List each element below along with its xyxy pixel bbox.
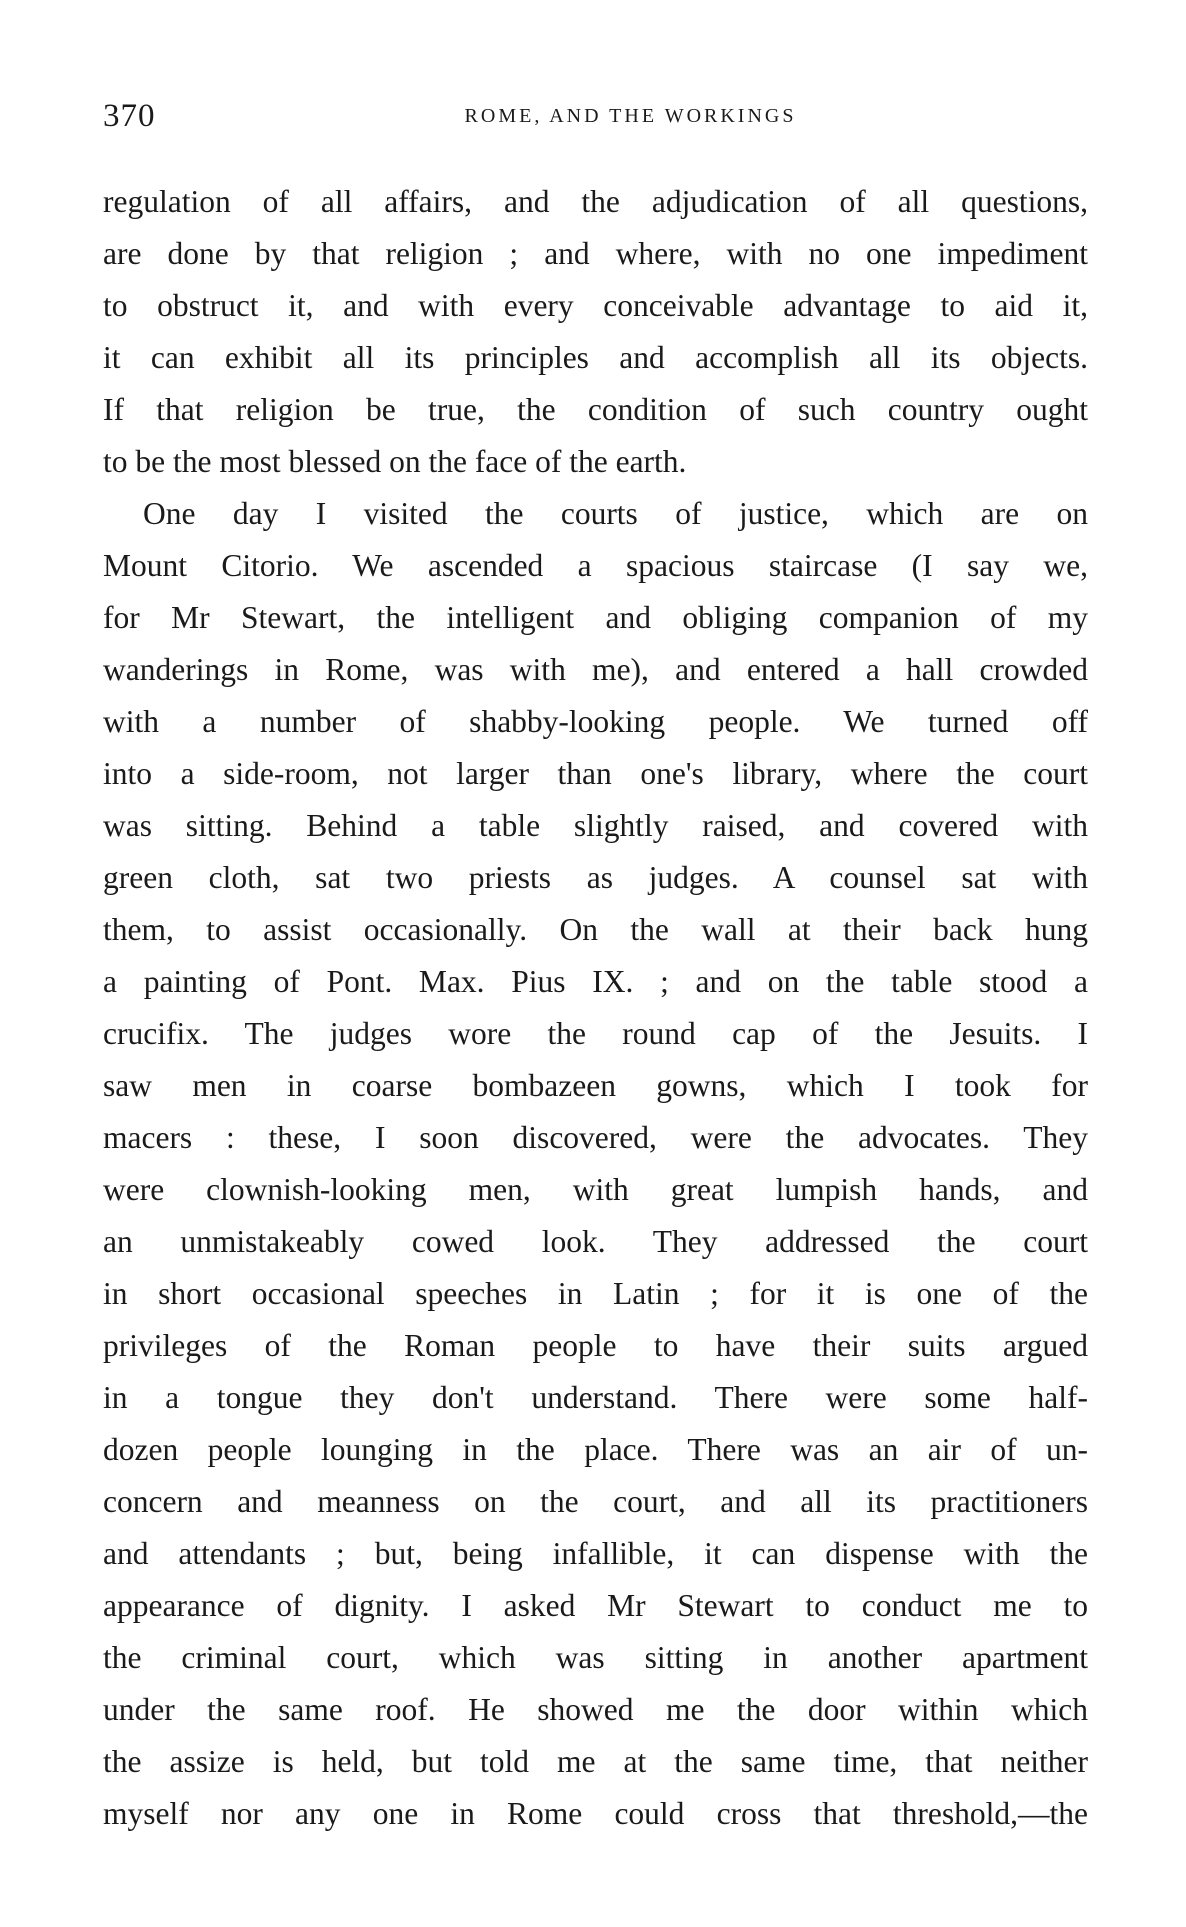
text-line: privileges of the Roman people to have their suits argued [103,1328,1088,1363]
text-line: were clownish-looking men, with great lumpish hands, and [103,1172,1088,1207]
text-line: in short occasional speeches in Latin ; for it is one of the [103,1276,1088,1311]
text-line: green cloth, sat two priests as judges. A counsel sat with [103,860,1088,895]
text-line: crucifix. The judges wore the round cap of the Jesuits. I [103,1016,1088,1051]
text-line: are done by that religion ; and where, with no one impediment [103,236,1088,271]
body-text [103,176,1088,1840]
text-line: macers : these, I soon discovered, were the advocates. They [103,1120,1088,1155]
text-line: appearance of dignity. I asked Mr Stewart to conduct me to [103,1588,1088,1623]
text-line: to be the most blessed on the face of the earth. [103,444,687,479]
text-line: to obstruct it, and with every conceivable advantage to aid it, [103,288,1088,323]
text-line: it can exhibit all its principles and accomplish all its objects. [103,340,1088,375]
text-line: them, to assist occasionally. On the wall at their back hung [103,912,1088,947]
text-line: the assize is held, but told me at the same time, that neither [103,1744,1088,1779]
page-number: 370 [103,98,156,134]
text-line: was sitting. Behind a table slightly raised, and covered with [103,808,1088,843]
text-line: in a tongue they don't understand. There were some half- [103,1380,1088,1415]
running-title: ROME, AND THE WORKINGS [464,105,797,127]
text-line: and attendants ; but, being infallible, it can dispense with the [103,1536,1088,1571]
text-line: myself nor any one in Rome could cross that threshold,—the [103,1796,1088,1831]
text-line: an unmistakeably cowed look. They addressed the court [103,1224,1088,1259]
text-line: into a side-room, not larger than one's library, where the court [103,756,1088,791]
text-line: concern and meanness on the court, and all its practitioners [103,1484,1088,1519]
text-line: regulation of all affairs, and the adjudication of all questions, [103,184,1088,219]
text-line: If that religion be true, the condition of such country ought [103,392,1088,427]
text-line: wanderings in Rome, was with me), and entered a hall crowded [103,652,1088,687]
text-line: dozen people lounging in the place. There was an air of un- [103,1432,1088,1467]
text-line: with a number of shabby-looking people. We turned off [103,704,1088,739]
text-line: saw men in coarse bombazeen gowns, which I took for [103,1068,1088,1103]
text-line: a painting of Pont. Max. Pius IX. ; and on the table stood a [103,964,1088,999]
text-line: under the same roof. He showed me the door within which [103,1692,1088,1727]
text-line: One day I visited the courts of justice, which are on [143,496,1088,531]
text-line: for Mr Stewart, the intelligent and obliging companion of my [103,600,1088,635]
text-line: the criminal court, which was sitting in another apartment [103,1640,1088,1675]
text-line: Mount Citorio. We ascended a spacious staircase (I say we, [103,548,1088,583]
running-head [103,96,1088,136]
